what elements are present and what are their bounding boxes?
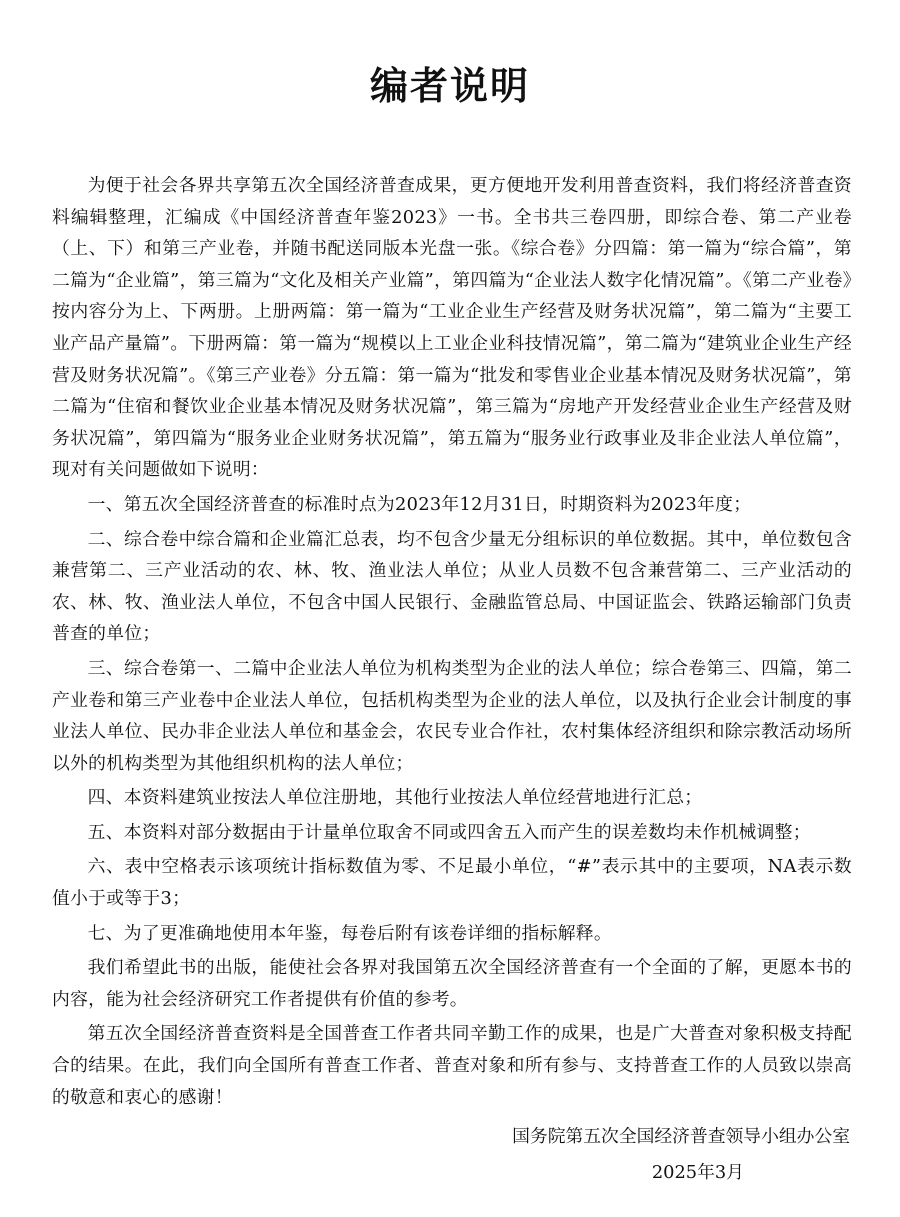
page-title: 编者说明 (369, 64, 530, 108)
paragraph-note-5: 五、本资料对部分数据由于计量单位取舍不同或四舍五入而产生的误差数均未作机械调整； (87, 821, 811, 843)
paragraph-note-7: 七、为了更准确地使用本年鉴，每卷后附有该卷详细的指标解释。 (87, 922, 612, 944)
paragraph-note-4: 四、本资料建筑业按法人单位注册地，其他行业按法人单位经营地进行汇总； (87, 787, 703, 809)
paragraph-note-3: 三、综合卷第一、二篇中企业法人单位为机构类型为企业的法人单位；综合卷第三、四篇，第二产业卷和第三产业卷中企业法人单位，包括机构类型为企业的法人单位，以及执行企业会计制度的事业法人单位、民办非企业法人单位和基金会，农民专业合作社，农村集体经济组织和除宗教活动场所以外的机构类型为其他组织机构的法人单位； (52, 657, 852, 774)
paragraph-thanks: 第五次全国经济普查资料是全国普查工作者共同辛勤工作的成果，也是广大普查对象积极支持配合的结果。在此，我们向全国所有普查工作者、普查对象和所有参与、支持普查工作的人员致以崇高的敬意和衷心的感谢！ (52, 1023, 852, 1108)
paragraph-intro: 为便于社会各界共享第五次全国经济普查成果，更方便地开发利用普查资料，我们将经济普查资料编辑整理，汇编成《中国经济普查年鉴2023》一书。全书共三卷四册，即综合卷、第二产业卷（上、下）和第三产业卷，并随书配送同版本光盘一张。《综合卷》分四篇：第一篇为“综合篇”，第二篇为“企业篇”，第三篇为“文化及相关产业篇”，第四篇为“企业法人数字化情况篇”。《第二产业卷》按内容分为上、下两册。上册两篇：第一篇为“工业企业生产经营及财务状况篇”，第二篇为“主要工业产品产量篇”。下册两篇：第一篇为“规模以上工业企业科技情况篇”，第二篇为“建筑业企业生产经营及财务状况篇”。《第三产业卷》分五篇：第一篇为“批发和零售业企业基本情况及财务状况篇”，第二篇为“住宿和餐饮业企业基本情况及财务状况篇”，第三篇为“房地产开发经营业企业生产经营及财务状况篇”，第四篇为“服务业企业财务状况篇”，第五篇为“服务业行政事业及非企业法人单位篇”，现对有关问题做如下说明： (52, 175, 852, 481)
paragraph-note-2: 二、综合卷中综合篇和企业篇汇总表，均不包含少量无分组标识的单位数据。其中，单位数包含兼营第二、三产业活动的农、林、牧、渔业法人单位；从业人员数不包含兼营第二、三产业活动的农、林、牧、渔业法人单位，不包含中国人民银行、金融监管总局、中国证监会、铁路运输部门负责普查的单位； (52, 528, 852, 645)
signature-organization: 国务院第五次全国经济普查领导小组办公室 (512, 1126, 850, 1147)
signature-date: 2025年3月 (651, 1162, 744, 1183)
paragraph-hope: 我们希望此书的出版，能使社会各界对我国第五次全国经济普查有一个全面的了解，更愿本书的内容，能为社会经济研究工作者提供有价值的参考。 (52, 957, 852, 1010)
document-body (52, 170, 852, 1116)
signature-block (512, 1119, 850, 1191)
paragraph-note-6: 六、表中空格表示该项统计指标数值为零、不足最小单位，“#”表示其中的主要项，NA表示数值小于或等于3； (52, 856, 852, 910)
paragraph-note-1: 一、第五次全国经济普查的标准时点为2023年12月31日，时期资料为2023年度； (87, 493, 752, 515)
